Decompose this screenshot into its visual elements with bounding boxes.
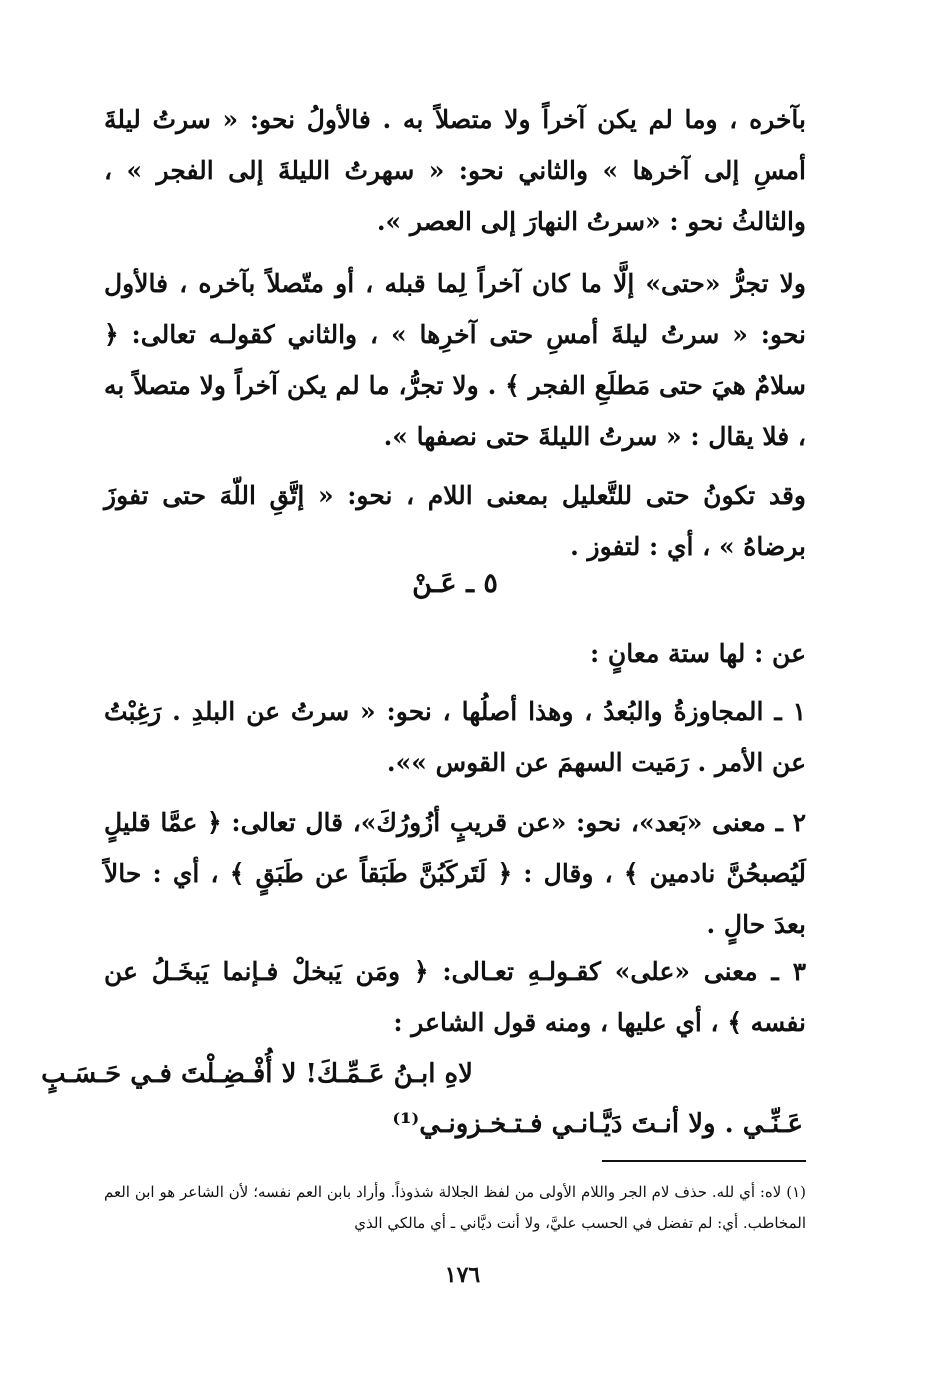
paragraph-4: عن : لها ستة معانٍ : [589,639,806,668]
paragraph-5: ١ ـ المجاوزةُ والبُعدُ ، وهذا أصلُها ، نحو: « سرتُ عن البلدِ . رَغِبْتُ عن الأمر . رَمَيت السهمَ عن القوس »». [104,697,806,777]
footnote-divider [602,1160,806,1162]
paragraph-3: وقد تكونُ حتى للتَّعليل بمعنى اللام ، نحو: « إتَّقِ اللّهَ حتى تفوزَ برضاهُ » ، أي : لتفوز . [104,481,806,561]
poem-verse-first-hemistich: لاهِ ابـنُ عَـمِّـكَ! لا أُفْـضِـلْتَ فـي حَـسَـبٍ [41,1059,473,1089]
poem-verse-second-hemistich: عَـنِّـي . ولا أنـتَ دَيَّـانـي فـتـخـزونـي⁽¹⁾ [392,1109,803,1139]
section-heading: ٥ ـ عَـنْ [412,568,498,599]
paragraph-2: ولا تجرُّ «حتى» إلَّا ما كان آخراً لِما قبله ، أو متّصلاً بآخره ، فالأول نحو: « سرتُ ليلةَ أمسِ حتى آخرِها » ، والثاني كقولـه تعالى: ﴿ سلامٌ هيَ حتى مَطلَعِ الفجر ﴾ . ولا تجرُّ، ما لم يكن آخراً ولا متصلاً به ، فلا يقال : « سرتُ الليلةَ حتى نصفها ». [104,269,806,451]
paragraph-1: بآخره ، وما لم يكن آخراً ولا متصلاً به . فالأولُ نحو: « سرتُ ليلةَ أمسِ إلى آخرها » والثاني نحو: « سهرتُ الليلةَ إلى الفجر » ، والثالثُ نحو : «سرتُ النهارَ إلى العصر ». [104,105,806,236]
paragraph-7: ٣ ـ معنى «على» كقـولـهِ تعـالى: ﴿ ومَن يَبخلْ فـإنما يَبخَـلُ عن نفسه ﴾ ، أي عليها ، ومنه قول الشاعر : [104,957,806,1037]
page-number: ١٧٦ [444,1262,481,1288]
paragraph-6: ٢ ـ معنى «بَعد»، نحو: «عن قريبٍ أزُورُكَ»، قال تعالى: ﴿ عمَّا قليلٍ لَيُصبحُنَّ نادمين ﴾ ، وقال : ﴿ لَتَركَبُنَّ طَبَقاً عن طَبَقٍ ﴾ ، أي : حالاً بعدَ حالٍ . [104,808,806,939]
footnote: (١) لاه: أي لله. حذف لام الجر واللام الأولى من لفظ الجلالة شذوذاً. وأراد بابن العم نفسه؛ لأن الشاعر هو ابن العم المخاطب. أي: لم تفضل في الحسب عليَّ، ولا أنت ديَّاني ـ أي مالكي الذي [104,1183,806,1232]
